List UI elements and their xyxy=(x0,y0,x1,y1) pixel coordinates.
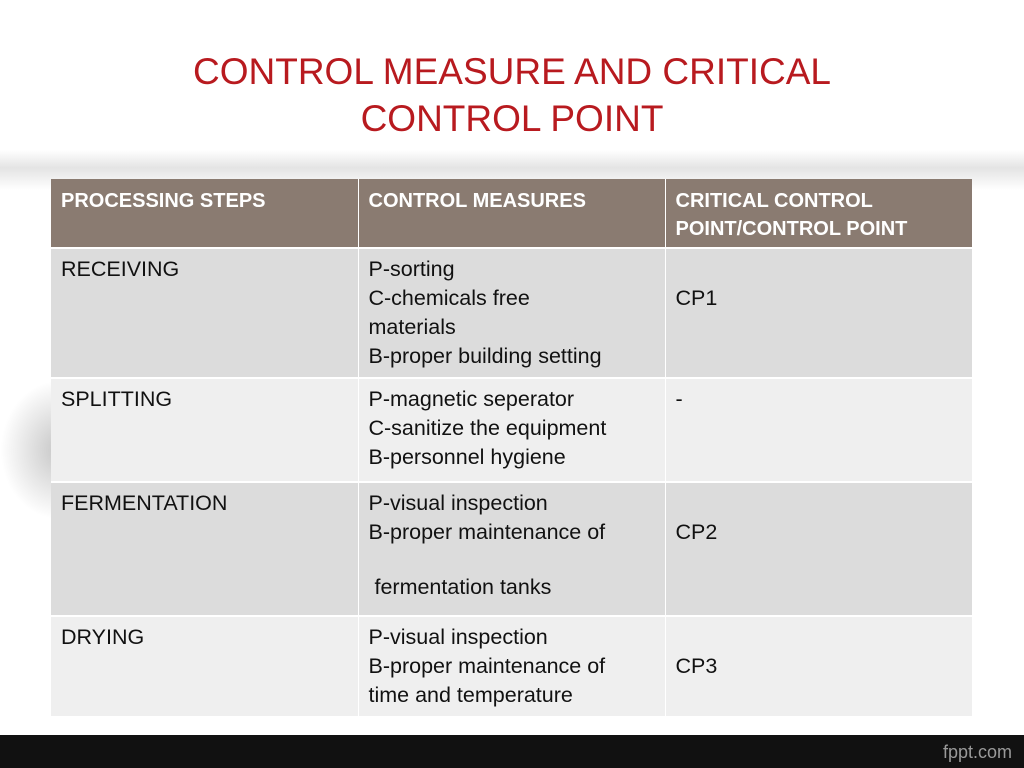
header-critical-control-point: CRITICAL CONTROL POINT/CONTROL POINT xyxy=(665,179,972,248)
table-row xyxy=(51,616,972,716)
measure-line: P-sorting xyxy=(368,257,455,281)
control-measures-cell xyxy=(358,248,665,378)
measure-line: C-sanitize the equipment xyxy=(368,416,607,440)
control-measures-table xyxy=(51,179,972,716)
table-header-row xyxy=(51,179,972,248)
control-point-cell xyxy=(665,248,972,378)
control-point-value: - xyxy=(675,387,683,411)
control-point-value: CP2 xyxy=(675,520,718,544)
table-row xyxy=(51,248,972,378)
control-point-value: CP1 xyxy=(675,286,718,310)
measure-line: P-visual inspection xyxy=(368,491,548,515)
processing-step-cell: FERMENTATION xyxy=(51,482,358,616)
control-measures-cell xyxy=(358,482,665,616)
header-control-measures: CONTROL MEASURES xyxy=(358,179,665,248)
control-measures-cell xyxy=(358,378,665,482)
processing-step-cell: DRYING xyxy=(51,616,358,716)
measure-line: materials xyxy=(368,315,456,339)
footer-bar xyxy=(0,735,1024,768)
table-row xyxy=(51,378,972,482)
header-processing-steps: PROCESSING STEPS xyxy=(51,179,358,248)
slide-title-line-1: CONTROL MEASURE AND CRITICAL xyxy=(193,51,831,92)
processing-step-cell: SPLITTING xyxy=(51,378,358,482)
control-measures-cell xyxy=(358,616,665,716)
control-point-cell xyxy=(665,616,972,716)
control-point-cell xyxy=(665,482,972,616)
slide-title-line-2: CONTROL POINT xyxy=(360,98,664,139)
slide-title xyxy=(60,48,964,142)
measure-line: P-magnetic seperator xyxy=(368,387,575,411)
processing-step-cell: RECEIVING xyxy=(51,248,358,378)
watermark-logo: fppt.com xyxy=(942,742,1012,762)
measure-line: C-chemicals free xyxy=(368,286,530,310)
measure-line: B-proper maintenance of xyxy=(368,520,606,544)
measure-line: B-personnel hygiene xyxy=(368,445,566,469)
control-point-value: CP3 xyxy=(675,654,718,678)
measure-line: fermentation tanks xyxy=(368,575,552,599)
measure-line xyxy=(369,547,655,573)
measure-line: time and temperature xyxy=(368,683,573,707)
control-point-cell xyxy=(665,378,972,482)
measure-line: B-proper building setting xyxy=(368,344,602,368)
measure-line: P-visual inspection xyxy=(368,625,548,649)
measure-line: B-proper maintenance of xyxy=(368,654,606,678)
table-row xyxy=(51,482,972,616)
